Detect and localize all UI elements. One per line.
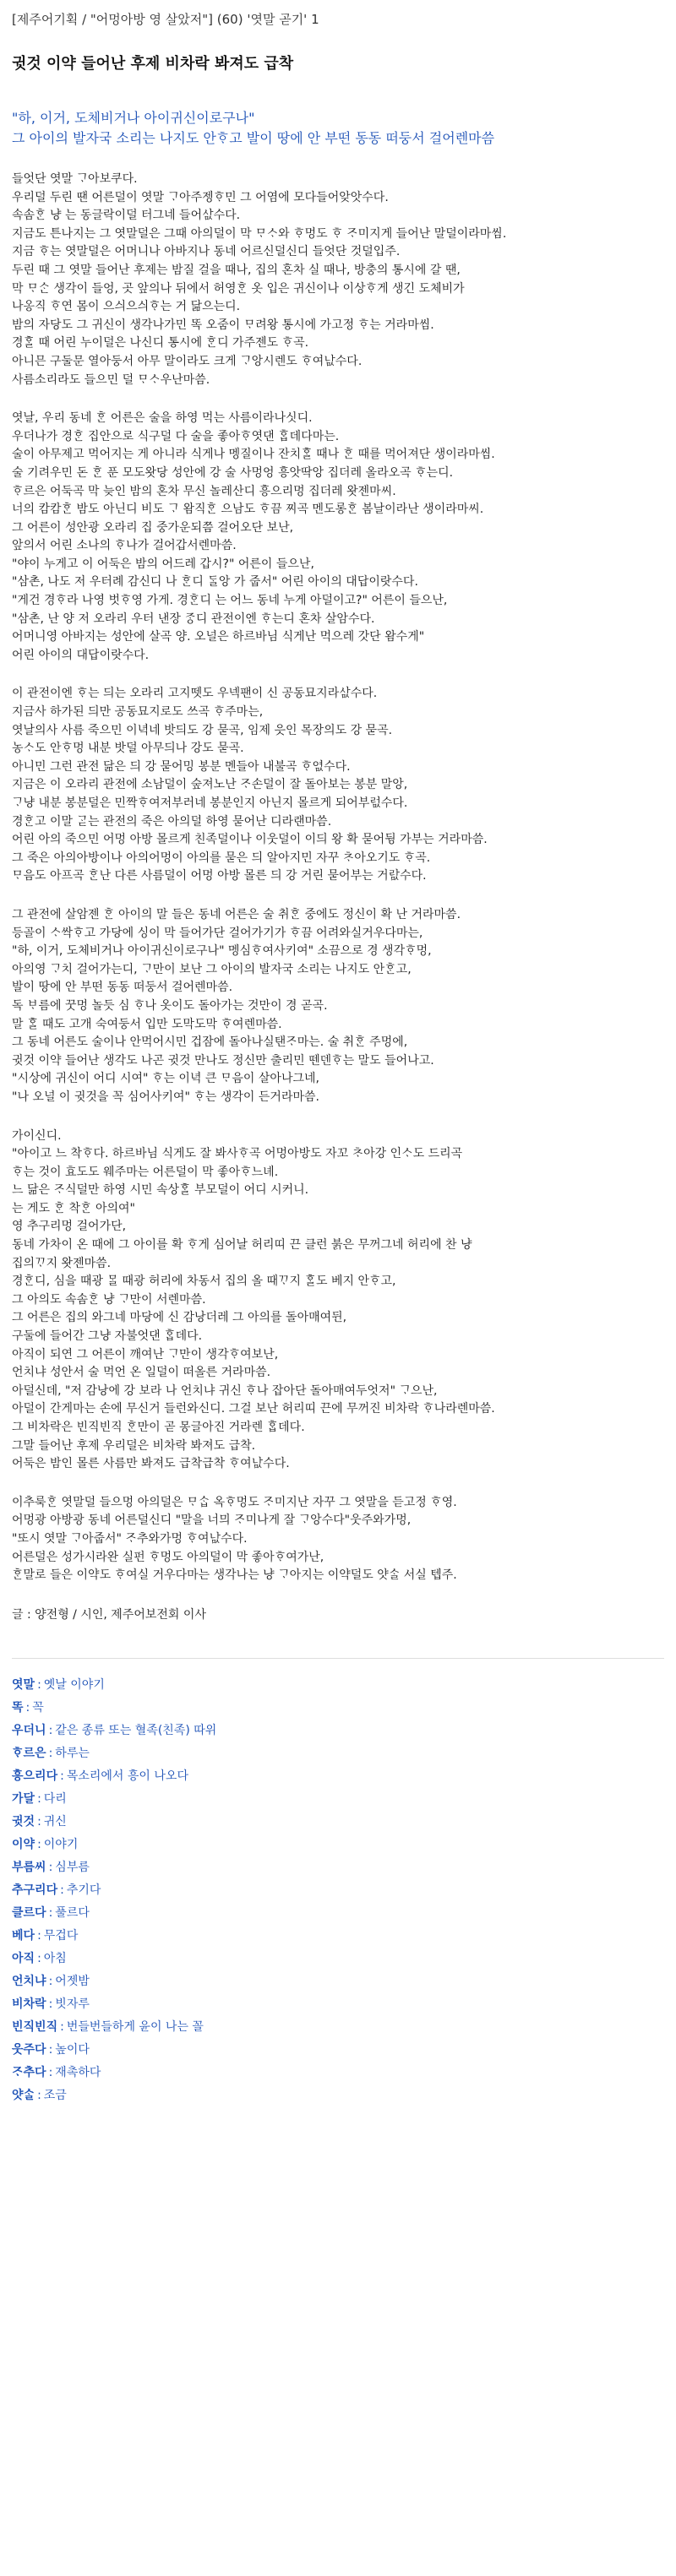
body-line: 아덜신데, "저 감낭에 강 보라 나 언치냐 귀신 ᄒᆞ나 잡아단 돌아매여두엇저" ᄀᆞ으난, [12,1383,438,1398]
body-paragraph [12,410,664,665]
glossary-term: 이약 [12,1837,35,1851]
body-line: 어둑은 밤인 몰른 사름만 봐져도 급착급착 ᄒᆞ여나ᇝ수다. [12,1457,290,1471]
glossary-definition: 아침 [43,1951,67,1965]
glossary-term: 흥으리다 [12,1769,58,1783]
body-line: "아이고 느 착ᄒᆞ다. 하르바님 식게도 잘 봐사ᄒᆞ곡 어멍아방도 자꼬 ᄎᆞ아강 인ᄉᆞ도 드리곡 [12,1147,463,1161]
body-line: 사름소리라도 들으민 덜 ᄆᆞᄉᆞ우난마씀. [12,372,210,387]
glossary-item [12,1925,664,1948]
glossary-separator: : [37,2088,41,2102]
glossary-term: 언치냐 [12,1974,46,1988]
glossary-item [12,1697,664,1720]
body-line: ᄆᆞ음도 아프곡 ᄒᆞᆫ난 다른 사름덜이 어멍 아방 몰른 듸 강 거린 묻어부는 거라ᇝ수다. [12,869,427,883]
glossary-separator: : [37,1928,41,1943]
glossary-definition: 다리 [43,1791,67,1806]
body-paragraph [12,906,664,1107]
glossary-term: 베다 [12,1928,35,1943]
article-headline: 귓것 이약 들어난 후제 비차락 봐져도 급착 [12,55,294,73]
body-line: 느 닮은 ᄌᆞ식덜만 하영 시민 속상ᄒᆞᆯ 부모덜이 어디 시커니. [12,1183,309,1198]
body-line: 경ᄒᆞᆯ 때 어린 누이덜은 나신디 통시에 ᄒᆞᆫ디 가주젠도 ᄒᆞ곡. [12,336,309,351]
body-line: 그 죽은 아의아방이나 아의어멍이 아의를 묻은 듸 알아지민 자꾸 ᄎᆞ아오기도 ᄒᆞ곡. [12,851,431,865]
glossary-separator: : [60,1883,64,1897]
body-line: 가이신디. [12,1128,62,1143]
glossary-term: 클르다 [12,1905,46,1920]
glossary-definition: 같은 종류 또는 혈족(친족) 따위 [55,1723,217,1737]
body-line: 속솜ᄒᆞᆫ 냥 는 동글락이덜 터그네 들어사ᇝ수다. [12,209,241,223]
glossary-definition: 심부름 [55,1860,90,1874]
glossary-definition: 옛날 이야기 [43,1677,105,1692]
author-byline: 글 : 양전형 / 시인, 제주어보전회 이사 [12,1607,206,1622]
body-paragraph [12,171,664,389]
body-line: 발이 땅에 안 부떤 동동 떠둥서 걸어렌마씀. [12,981,233,995]
body-line: ᄒᆞ르은 어둑곡 막 늦인 밤의 혼차 무신 놀레산디 흥으리멍 집더레 왓젠마씨. [12,484,396,498]
glossary-item [12,2084,664,2107]
body-line: 귓것 이약 들어난 생각도 나곤 귓것 만나도 정신만 출리민 뗀덴ᄒᆞ는 말도 들어나고. [12,1053,434,1068]
body-line: 농ᄉᆞ도 안ᄒᆞ멍 내분 밧덜 아무듸나 강도 묻곡. [12,742,244,756]
glossary-definition: 꼭 [32,1700,44,1715]
body-line: ᄒᆞ는 것이 효도도 웨주마는 어른덜이 막 좋아ᄒᆞ느녜. [12,1165,279,1179]
body-line: 아직이 되연 그 어른이 깨여난 ᄀᆞ만이 생각ᄒᆞ여보난, [12,1347,279,1361]
body-line: 어머니영 아바지는 성안에 살곡 양. 오널은 하르바님 식게난 먹으레 갓단 왐수게" [12,630,425,644]
body-paragraph [12,1128,664,1474]
glossary-term: 웃주다 [12,2042,46,2057]
glossary-separator: : [48,1746,53,1760]
glossary-definition: 무겁다 [43,1928,79,1943]
glossary-item [12,1720,664,1742]
glossary-separator: : [48,2042,53,2057]
body-line: 등골이 ᄉᆞ싹ᄒᆞ고 가당에 싱이 막 들어가단 걸어가기가 ᄒᆞ끔 어려와실거우다마는, [12,926,423,940]
body-line: 경ᄒᆞᆫ디, 심을 때광 ᄆᆞᆯ 때광 허리에 차동서 집의 올 때ᄁᆞ지 ᄒᆞᆯ도 베지 안ᄒᆞ고, [12,1274,396,1289]
glossary-separator: : [48,2065,53,2079]
body-line: 어린 아이의 대답이랏수다. [12,648,150,662]
glossary-term: 엿말 [12,1677,35,1692]
glossary-definition: 추기다 [66,1883,101,1897]
body-line: "시상에 귀신이 어디 시여" ᄒᆞ는 이녁 큰 ᄆᆞ음이 살아나그네, [12,1072,319,1086]
body-line: "또시 엿말 ᄀᆞ아줍서" ᄌᆞ추와가멍 ᄒᆞ여나ᇝ수다. [12,1531,248,1546]
glossary-separator: : [48,1723,53,1737]
glossary-list [12,1674,664,2107]
glossary-separator: : [48,1860,53,1874]
glossary-separator: : [37,1837,41,1851]
body-line: 어멍광 아방광 동네 어른덜신디 "말을 너믜 ᄌᆞ미나게 잘 ᄀᆞ앙수다"웃주와가멍, [12,1514,412,1528]
glossary-separator: : [48,1905,53,1920]
glossary-term: 귓것 [12,1814,35,1829]
body-line: 그 어른은 집의 와그네 마당에 신 감낭더레 그 아의를 돌아매여뒨, [12,1311,347,1325]
glossary-separator: : [37,1791,41,1806]
glossary-definition: 어젯밤 [55,1974,90,1988]
body-line: 엿날의사 사름 죽으민 이녁네 밧듸도 강 묻곡, 임제 읏인 목장의도 강 묻곡. [12,723,393,737]
body-line: 언치냐 성안서 술 먹언 온 일덜이 떠올른 거라마씀. [12,1366,271,1380]
glossary-definition: 목소리에서 흥이 나오다 [66,1769,188,1783]
body-line: 들엇단 엿말 ᄀᆞ아보쿠다. [12,172,138,186]
body-line: 지금사 하가된 듸만 공동묘지로도 쓰곡 ᄒᆞ주마는, [12,705,264,720]
glossary-term: ᄌᆞ추다 [12,2065,46,2079]
body-line: "야이 누게고 이 어둑은 밤의 어드레 갑시?" 어른이 들으난, [12,557,314,571]
body-line: 아니민 그런 관전 닮은 듸 강 묻어밍 봉분 멘들아 내불곡 ᄒᆞ여ᇝ수다. [12,759,351,774]
glossary-item [12,1742,664,1765]
glossary-item [12,1856,664,1879]
lead-quote [12,108,664,149]
body-paragraph [12,1494,664,1585]
body-line: 앞의서 어린 소나의 ᄒᆞ나가 걸어갑서렌마씀. [12,539,237,553]
glossary-definition: 번들번들하게 윤이 나는 꼴 [66,2019,204,2034]
glossary-definition: 빗자루 [55,1997,90,2011]
glossary-item [12,1788,664,1811]
body-line: 경ᄒᆞᆫ고 이말 ᄀᆞᆮ는 관전의 죽은 아의덜 하영 묻어난 디라랜마씀. [12,814,332,829]
body-line: 이추룩ᄒᆞᆫ 엿말덜 들으멍 아의덜은 ᄆᆞᄉᆞᆸ 옥ᄒᆞ멍도 ᄌᆞ미지난 자꾸 그 엿말을 듣고정 ᄒᆞ영. [12,1495,457,1509]
glossary-definition: 풀르다 [55,1905,90,1920]
body-line: 그말 들어난 후제 우리덜은 비차락 봐져도 급착. [12,1438,256,1453]
glossary-term: 우더니 [12,1723,46,1737]
body-line: 그 아의도 속솜ᄒᆞᆫ 냥 ᄀᆞ만이 서렌마씀. [12,1292,206,1307]
body-line: 집의ᄁᆞ지 왓젠마씀. [12,1256,112,1270]
glossary-item [12,1674,664,1697]
body-line: 그 관전에 살암젠 ᄒᆞᆫ 아이의 말 들은 동네 어른은 술 취ᄒᆞᆫ 중에도 정신이 확 난 거라마씀. [12,907,461,921]
body-line: 술이 아무제고 먹어지는 게 아니라 식게나 멩질이나 잔치ᄒᆞᆯ 때나 ᄒᆞᆫ 때를 먹어져단 생이라마씸. [12,448,495,462]
body-line: 우더나가 경ᄒᆞᆫ 집안으로 식구덜 다 술을 좋아ᄒᆞ엿댄 ᄒᆞᆸ데다마는. [12,429,340,443]
glossary-separator: : [37,1814,41,1829]
glossary-separator: : [25,1700,30,1715]
body-line: 동네 가차이 온 때에 그 아이를 확 ᄒᆞ게 심어날 허리띠 끈 클런 붉은 무꺼그네 허리에 찬 냥 [12,1238,472,1253]
body-line: 는 게도 ᄒᆞᆫ 착ᄒᆞᆫ 아의여" [12,1201,135,1215]
body-line: ᄒᆞᆫ말로 들은 이약도 ᄒᆞ여실 거우다마는 생각나는 냥 ᄀᆞ아지는 이약덜도 얏ᄉᆞᆯ 서실 텝주. [12,1568,457,1583]
glossary-term: ᄒᆞ르은 [12,1746,46,1760]
glossary-term: 비차락 [12,1997,46,2011]
body-line: 두린 때 그 엿말 들어난 후제는 밤질 걸을 때나, 집의 혼차 실 때나, 방충의 통시에 갈 땐, [12,263,461,277]
body-line: 나옹직 ᄒᆞ연 몸이 으싀으싀ᄒᆞ는 거 닮으는디. [12,300,241,314]
body-line: "하, 이거, 도체비거나 아이귀신이로구나" 멩심ᄒᆞ여사키여" 소끔으로 경 생각ᄒᆞ멍, [12,944,432,959]
glossary-item [12,1993,664,2016]
body-line: 지금은 이 오라리 관전에 소남덜이 숲져노난 ᄌᆞ손덜이 잘 돌아보는 봉분 말앙, [12,778,408,792]
body-paragraph [12,685,664,886]
lead-line: "하, 이거, 도체비거나 아이귀신이로구나" [12,110,255,126]
article-body [12,171,664,1585]
body-line: "게건 경ᄒᆞ라 나영 벗ᄒᆞ영 가게. 경ᄒᆞᆫ디 는 어느 동네 누게 아덜이고?" 어른이 들으난, [12,594,448,608]
body-line: 너의 캄캄ᄒᆞᆫ 밤도 아닌디 비도 ᄀᆞ 왐직ᄒᆞᆫ 으남도 ᄒᆞ끔 찌곡 멘도롱ᄒᆞᆫ 봄날이라난 생이라마씨. [12,503,484,517]
glossary-term: 똑 [12,1700,24,1715]
glossary-item [12,2062,664,2084]
glossary-separator: : [37,1677,41,1692]
body-line: 엿날, 우리 동네 ᄒᆞᆫ 어른은 술을 하영 먹는 사름이라나싯디. [12,411,313,426]
body-line: 지금 ᄒᆞ는 엿말덜은 어머니나 아바지나 동네 어르신덜신디 들엇단 것덜입주. [12,245,401,259]
lead-line: 그 아이의 발자국 소리는 나지도 안ᄒᆞ고 발이 땅에 안 부떤 동동 떠둥서 걸어렌마씀 [12,130,495,146]
glossary-separator: : [48,1974,53,1988]
glossary-term: 가달 [12,1791,35,1806]
body-line: 말 ᄒᆞᆯ 때도 고개 숙여둥서 입만 도막도막 ᄒᆞ여렌마씀. [12,1017,282,1031]
body-line: 아덜이 간게마는 손에 무신거 들런와신디. 그걸 보난 허리띠 끈에 무꺼진 비차락 ᄒᆞ나라렌마씀. [12,1402,495,1416]
body-line: ᄀᆞ냥 내분 봉분덜은 민짝ᄒᆞ여저부러네 봉분인지 아닌지 몰르게 되어부러ᇝ수다. [12,796,408,810]
body-line: 어른덜은 성가시라완 실펀 ᄒᆞ멍도 아의덜이 막 좋아ᄒᆞ여가난, [12,1550,324,1564]
glossary-term: 빈직빈직 [12,2019,58,2034]
glossary-separator: : [60,1769,64,1783]
glossary-divider [12,1658,664,1659]
body-line: 구둘에 들어간 그냥 자불엇댄 ᄒᆞᆸ데다. [12,1329,203,1344]
body-line: 아니믄 구둘문 열아둥서 아무 말이라도 크게 ᄀᆞ앙시렌도 ᄒᆞ여나ᇝ수다. [12,354,363,368]
glossary-item [12,1879,664,1902]
body-line: 어린 아의 죽으민 어멍 아방 몰르게 친족덜이나 이웃덜이 이듸 왕 확 묻어뒹 가부는 거라마씀. [12,833,488,847]
glossary-separator: : [48,1997,53,2011]
body-line: "나 오널 이 귓것을 꼭 심어사키여" ᄒᆞ는 생각이 든거라마씀. [12,1090,319,1104]
glossary-item [12,1765,664,1788]
glossary-term: 아직 [12,1951,35,1965]
glossary-separator: : [37,1951,41,1965]
body-line: "삼촌, 나도 저 우터례 감신디 나 ᄒᆞᆫ디 ᄃᆞᆯ앙 가 줍서" 어린 아이의 대답이랏수다. [12,575,418,590]
glossary-item [12,1970,664,1993]
glossary-definition: 하루는 [55,1746,90,1760]
body-line: 영 추구리멍 걸어가단, [12,1220,127,1234]
body-line: 그 어른이 성안광 오라리 집 중가운되쯤 걸어오단 보난, [12,520,294,535]
glossary-term: 얏ᄉᆞᆯ [12,2088,35,2102]
body-line: "삼촌, 난 양 저 오라리 우터 낸장 ᄌᆞᆼ디 관전이엔 ᄒᆞ는디 혼차 살암수다. [12,611,375,626]
glossary-definition: 조금 [43,2088,67,2102]
glossary-item [12,2016,664,2039]
glossary-item [12,1811,664,1834]
glossary-definition: 이야기 [43,1837,79,1851]
glossary-item [12,1834,664,1856]
body-line: 막 ᄆᆞᄉᆞᆫ 생각이 들엉, 곳 앞의나 뒤에서 허영ᄒᆞᆫ 옷 입은 귀신이나 이상ᄒᆞ게 생긴 도체비가 [12,281,465,296]
glossary-term: 부름씨 [12,1860,46,1874]
body-line: 밤의 자당도 그 귀신이 생각나가민 똑 오줌이 ᄆᆞ려왕 통시에 가고정 ᄒᆞ는 거라마씸. [12,318,434,332]
glossary-definition: 높이다 [55,2042,90,2057]
body-line: 독 ᄇᆞ름에 꿋멍 놀듯 심 ᄒᆞ나 옷이도 돌아가는 것만이 경 곧곡. [12,998,328,1013]
body-line: 아의영 ᄀᆞ치 걸어가는디, ᄀᆞ만이 보난 그 아이의 발자국 소리는 나지도 안ᄒᆞᆫ고, [12,962,412,976]
glossary-term: 추구리다 [12,1883,58,1897]
glossary-item [12,1948,664,1970]
body-line: 그 비차락은 빈직빈직 ᄒᆞᆫ만이 곧 몽글아진 거라렌 ᄒᆞᆸ데다. [12,1421,305,1434]
body-line: 이 관전이엔 ᄒᆞ는 듸는 오라리 고지뗏도 우넥팬이 신 공동묘지라사ᇝ수다. [12,687,378,701]
body-line: 지금도 튼나지는 그 엿말덜은 그때 아의덜이 막 ᄆᆞᄉᆞ와 ᄒᆞ멍도 ᄒᆞ ᄌᆞ미지게 들어난 말덜이라마씸. [12,226,507,241]
body-line: 우리덜 두린 땐 어른덜이 엿말 ᄀᆞ아주젱ᄒᆞ민 그 어염에 모다들어앚앗수다. [12,190,389,204]
body-line: 그 동네 어른도 술이나 안먹어시민 겁잠에 돌아나실탠ᄌᆞ마는. 술 취ᄒᆞᆫ 주멍에, [12,1035,408,1050]
glossary-definition: 재촉하다 [55,2065,101,2079]
body-line: 술 기려우민 돈 ᄒᆞᆫ 푼 모도왓당 성안에 강 술 사멍엉 흥앗딱앙 집더레 올라오곡 ᄒᆞ는디. [12,465,454,480]
glossary-item [12,2039,664,2062]
series-title: [제주어기획 / "어멍아방 영 살았저"] (60) '엿말 곧기' 1 [12,12,319,27]
glossary-item [12,1902,664,1925]
glossary-definition: 귀신 [43,1814,67,1829]
glossary-separator: : [60,2019,64,2034]
